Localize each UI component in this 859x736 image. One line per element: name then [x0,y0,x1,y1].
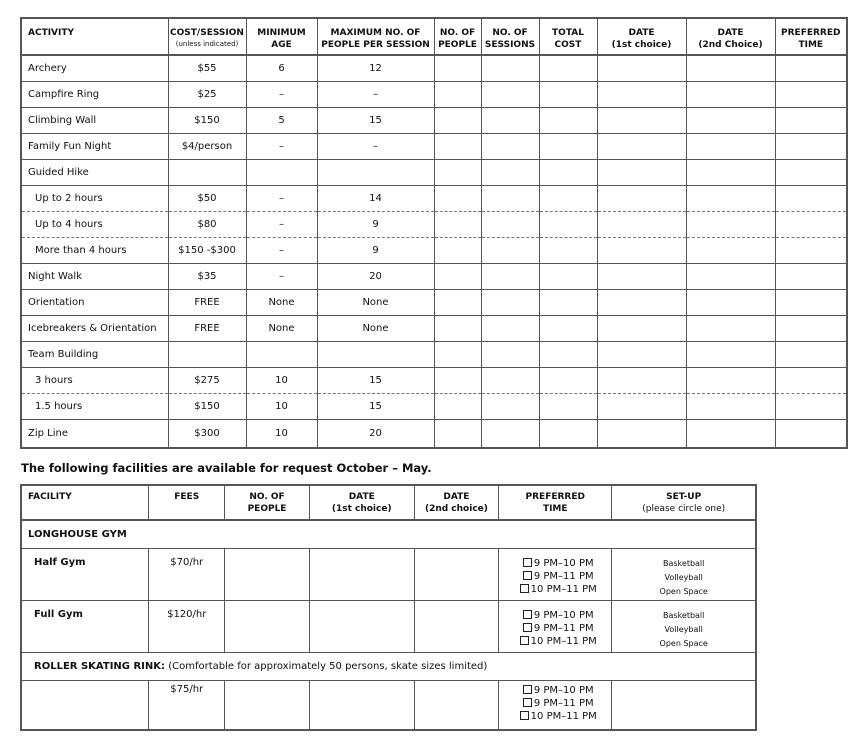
activity-cell-activity: Orientation [21,289,168,315]
activity-cell-cost: $150 -$300 [168,237,246,263]
activity-cell-max: 20 [317,263,434,289]
facility-note: The following facilities are available for request October – May. [21,461,432,475]
header-min-age [246,18,317,55]
time-option[interactable] [505,557,611,570]
header-total-cost-l1: TOTAL [552,28,584,38]
activity-input-time[interactable] [775,367,847,393]
activity-cell-max: 12 [317,55,434,81]
roller-section-row [21,652,756,680]
activity-cell-max [317,159,434,185]
activity-row [21,315,847,341]
activity-input-total[interactable] [539,55,597,81]
header-num-people-l1: NO. OF [439,28,476,38]
activity-input-date1[interactable] [597,81,686,107]
full-gym-date2-cell[interactable] [414,600,498,652]
activity-cell-cost: $25 [168,81,246,107]
header-num-sessions-l2: SESSIONS [484,40,536,50]
activity-input-sessions[interactable] [481,341,539,367]
activity-input-sessions[interactable] [481,107,539,133]
activity-input-time[interactable] [775,393,847,419]
activity-cell-cost: $4/person [168,133,246,159]
activity-cell-max [317,341,434,367]
activity-input-people[interactable] [434,185,481,211]
time-option[interactable] [505,684,611,697]
activity-cell-cost: $150 [168,393,246,419]
activity-cell-cost: FREE [168,315,246,341]
activity-input-date1[interactable] [597,159,686,185]
header-fac-preferred-time-l1: PREFERRED [525,492,585,502]
header-activity: ACTIVITY [21,18,168,55]
header-min-age-l2: AGE [271,40,292,50]
time-option[interactable] [505,570,611,583]
activity-cell-min-age: – [246,81,317,107]
header-fac-preferred-time [499,485,612,520]
header-fac-date2-l1: DATE [443,492,470,502]
header-fac-date1-l2: (1st choice) [331,504,392,514]
activity-input-date1[interactable] [597,393,686,419]
activity-row [21,393,847,419]
activity-input-time[interactable] [775,341,847,367]
activity-row [21,341,847,367]
activity-cell-max: None [317,315,434,341]
half-gym-name: Half Gym [21,548,149,600]
time-option-label: 10 PM–11 PM [530,583,597,595]
header-cost-label: COST/SESSION [170,28,244,38]
activity-input-time[interactable] [775,185,847,211]
activity-cell-cost: $300 [168,419,246,448]
activity-cell-max: 15 [317,367,434,393]
roller-note: (Comfortable for approximately 50 persons, skate sizes limited) [165,660,488,672]
activity-input-people[interactable] [434,367,481,393]
activity-input-people[interactable] [434,55,481,81]
full-gym-people-cell[interactable] [225,600,309,652]
activity-input-people[interactable] [434,289,481,315]
activity-input-sessions[interactable] [481,211,539,237]
roller-label-cell [21,652,756,680]
activity-input-date1[interactable] [597,263,686,289]
activity-cell-activity: Climbing Wall [21,107,168,133]
activity-row [21,81,847,107]
roller-people-cell[interactable] [225,680,309,730]
activity-cell-min-age: None [246,315,317,341]
activity-input-people[interactable] [434,263,481,289]
activity-cell-activity: Zip Line [28,427,68,439]
activity-row [21,185,847,211]
activity-cell-activity: Up to 2 hours [21,185,168,211]
header-date1 [597,18,686,55]
half-gym-people-cell[interactable] [225,548,309,600]
activity-input-people[interactable] [434,107,481,133]
activity-input-date2[interactable] [686,159,775,185]
activity-input-date2[interactable] [686,237,775,263]
checkbox-icon[interactable] [523,571,532,580]
longhouse-label: LONGHOUSE GYM [21,520,756,548]
activity-input-date1[interactable] [597,341,686,367]
checkbox-icon[interactable] [520,584,529,593]
activity-cell-activity: Campfire Ring [21,81,168,107]
header-facility: FACILITY [21,485,149,520]
activity-cell-min-age [246,159,317,185]
header-min-age-l1: MINIMUM [257,28,306,38]
roller-time-options [499,680,612,730]
activity-input-total[interactable] [539,107,597,133]
activity-cell-cost: $150 [168,107,246,133]
activity-input-sessions[interactable] [481,367,539,393]
activity-input-date2[interactable] [686,263,775,289]
activity-input-date1[interactable] [597,133,686,159]
time-option-label: 9 PM–10 PM [533,684,594,696]
half-gym-setup-options [612,548,756,600]
activity-cell-cost [168,159,246,185]
header-date1-l1: DATE [628,28,655,38]
header-setup [612,485,756,520]
activity-input-people[interactable] [434,315,481,341]
time-option-label: 9 PM–11 PM [533,697,594,709]
activity-cell-activity: 1.5 hours [21,393,168,419]
time-option-label: 9 PM–11 PM [533,570,594,582]
time-option-label: 10 PM–11 PM [530,635,597,647]
facility-header-row [21,485,756,520]
activity-row [21,263,847,289]
full-gym-setup-options [612,600,756,652]
activity-cell-min-age: – [246,133,317,159]
checkbox-icon[interactable] [520,711,529,720]
activity-input-date1[interactable] [597,107,686,133]
header-max-people-l2: PEOPLE PER SESSION [321,40,430,50]
header-date2-l2: (2nd Choice) [698,40,763,50]
time-option-label: 9 PM–10 PM [533,557,594,569]
activity-input-people[interactable] [434,81,481,107]
activity-cell-activity: 3 hours [21,367,168,393]
activity-cell-cost: FREE [168,289,246,315]
activity-input-date2[interactable] [686,211,775,237]
time-option[interactable] [505,635,611,648]
activity-input-time[interactable] [775,263,847,289]
activity-input-total[interactable] [539,211,597,237]
setup-option[interactable]: Basketball [662,558,705,568]
half-gym-fee: $70/hr [149,548,225,600]
activity-input-time[interactable] [775,133,847,159]
activity-table [20,17,848,449]
activity-input-total[interactable] [539,341,597,367]
activity-input-date2[interactable] [686,107,775,133]
activity-cell-activity: More than 4 hours [21,237,168,263]
activity-cell-cost: $275 [168,367,246,393]
activity-cell-activity: Archery [21,55,168,81]
header-date2-l1: DATE [717,28,744,38]
activity-input-date1[interactable] [597,289,686,315]
activity-input-total[interactable] [539,315,597,341]
activity-input-sessions[interactable] [481,263,539,289]
half-gym-row [21,548,756,600]
header-fac-num-people [225,485,309,520]
header-num-people [434,18,481,55]
activity-input-date1[interactable] [597,211,686,237]
header-setup-l2: (please circle one) [642,504,726,514]
activity-input-date2[interactable] [686,393,775,419]
header-fees: FEES [149,485,225,520]
activity-input-date1[interactable] [597,237,686,263]
header-num-sessions-l1: NO. OF [492,28,528,38]
header-fac-date1-l1: DATE [348,492,375,502]
activity-cell-cost: $35 [168,263,246,289]
activity-cell-min-age: – [246,185,317,211]
setup-option[interactable]: Volleyball [664,572,703,582]
activity-input-total[interactable] [539,237,597,263]
time-option[interactable] [505,583,611,596]
activity-input-date2[interactable] [686,419,775,448]
activity-row [21,159,847,185]
header-setup-l1: SET-UP [666,492,702,502]
activity-cell-max: 20 [317,419,434,448]
activity-cell-min-age: 6 [246,55,317,81]
time-option[interactable] [505,609,611,622]
activity-input-date2[interactable] [686,133,775,159]
activity-cell-max: – [317,133,434,159]
activity-cell-min-age: – [246,237,317,263]
activity-input-people[interactable] [434,393,481,419]
activity-row [21,55,847,81]
header-total-cost-l2: COST [554,40,582,50]
activity-input-sessions[interactable] [481,55,539,81]
activity-input-date2[interactable] [686,315,775,341]
header-date1-l2: (1st choice) [611,40,672,50]
activity-cell-min-age: – [246,263,317,289]
activity-cell-min-age: 5 [246,107,317,133]
header-max-people [317,18,434,55]
activity-cell-min-age: – [246,211,317,237]
roller-fee: $75/hr [149,680,225,730]
full-gym-time-options [499,600,612,652]
activity-cell-max: None [317,289,434,315]
activity-input-date2[interactable] [686,81,775,107]
full-gym-date1-cell[interactable] [309,600,414,652]
activity-input-time[interactable] [775,315,847,341]
longhouse-section-row [21,520,756,548]
activity-input-total[interactable] [539,185,597,211]
activity-input-total[interactable] [539,81,597,107]
activity-cell-activity: Family Fun Night [21,133,168,159]
activity-input-people[interactable] [434,159,481,185]
header-fac-date1 [309,485,414,520]
activity-input-sessions[interactable] [481,237,539,263]
activity-input-sessions[interactable] [481,419,539,448]
activity-input-sessions[interactable] [481,185,539,211]
activity-input-time[interactable] [775,81,847,107]
activity-cell-cost: $50 [168,185,246,211]
activity-input-time[interactable] [775,107,847,133]
header-preferred-time [775,18,847,55]
activity-row [21,367,847,393]
activity-input-people[interactable] [434,237,481,263]
activity-row [21,419,847,448]
header-fac-num-people-l1: NO. OF [249,492,285,502]
header-fac-date2-l2: (2nd choice) [424,504,488,514]
activity-cell-min-age: 10 [246,419,317,448]
activity-input-date1[interactable] [597,315,686,341]
half-gym-date2-cell[interactable] [414,548,498,600]
half-gym-date1-cell[interactable] [309,548,414,600]
header-max-people-l1: MAXIMUM NO. OF [330,28,421,38]
activity-input-people[interactable] [434,211,481,237]
activity-cell-max: 9 [317,211,434,237]
activity-input-total[interactable] [539,419,597,448]
half-gym-time-options [499,548,612,600]
activity-input-date1[interactable] [597,419,686,448]
time-option[interactable] [505,697,611,710]
activity-body [21,55,847,448]
header-fac-date2 [414,485,498,520]
checkbox-icon[interactable] [523,558,532,567]
activity-cell-activity: Night Walk [21,263,168,289]
activity-input-sessions[interactable] [481,393,539,419]
activity-cell-min-age: None [246,289,317,315]
activity-input-time[interactable] [775,159,847,185]
header-cost-sub: (unless indicated) [175,40,239,48]
roller-name-cell [21,680,149,730]
activity-input-total[interactable] [539,367,597,393]
activity-input-people[interactable] [434,419,481,448]
activity-input-total[interactable] [539,393,597,419]
activity-cell-cost: $55 [168,55,246,81]
setup-option[interactable]: Open Space [659,586,708,596]
activity-input-date2[interactable] [686,289,775,315]
activity-cell-activity: Icebreakers & Orientation [21,315,168,341]
facility-table [20,484,757,731]
activity-input-sessions[interactable] [481,159,539,185]
activity-row [21,289,847,315]
time-option-label: 9 PM–10 PM [533,609,594,621]
activity-header-row [21,18,847,55]
activity-input-time[interactable] [775,419,847,448]
activity-input-total[interactable] [539,263,597,289]
activity-cell-cost [168,341,246,367]
activity-input-total[interactable] [539,159,597,185]
activity-input-total[interactable] [539,289,597,315]
header-preferred-time-l1: PREFERRED [781,28,841,38]
full-gym-name: Full Gym [21,600,149,652]
activity-input-total[interactable] [539,133,597,159]
activity-input-date2[interactable] [686,341,775,367]
roller-setup-cell [612,680,756,730]
header-num-people-l2: PEOPLE [438,40,477,50]
activity-cell-activity: Team Building [21,341,168,367]
setup-option[interactable]: Basketball [662,610,705,620]
activity-input-sessions[interactable] [481,81,539,107]
setup-option[interactable]: Volleyball [664,624,703,634]
roller-date1-cell[interactable] [309,680,414,730]
activity-cell-max: – [317,81,434,107]
checkbox-icon[interactable] [523,685,532,694]
activity-row [21,237,847,263]
full-gym-row [21,600,756,652]
activity-input-date1[interactable] [597,367,686,393]
activity-cell-min-age: 10 [246,367,317,393]
header-fac-preferred-time-l2: TIME [542,504,568,514]
header-fac-num-people-l2: PEOPLE [247,504,287,514]
activity-input-sessions[interactable] [481,133,539,159]
checkbox-icon[interactable] [523,623,532,632]
activity-input-time[interactable] [775,237,847,263]
time-option-label: 10 PM–11 PM [530,710,597,722]
activity-cell-min-age [246,341,317,367]
time-option-label: 9 PM–11 PM [533,622,594,634]
activity-input-time[interactable] [775,211,847,237]
activity-cell-max: 15 [317,107,434,133]
activity-input-time[interactable] [775,289,847,315]
header-date2 [686,18,775,55]
activity-input-date2[interactable] [686,367,775,393]
activity-input-date1[interactable] [597,55,686,81]
full-gym-fee: $120/hr [149,600,225,652]
activity-cell-cost: $80 [168,211,246,237]
activity-cell-activity: Up to 4 hours [21,211,168,237]
activity-input-people[interactable] [434,341,481,367]
activity-cell-max: 9 [317,237,434,263]
activity-row [21,211,847,237]
header-preferred-time-l2: TIME [798,40,824,50]
activity-input-time[interactable] [775,55,847,81]
setup-option[interactable]: Open Space [659,638,708,648]
checkbox-icon[interactable] [523,698,532,707]
checkbox-icon[interactable] [523,610,532,619]
activity-input-date2[interactable] [686,55,775,81]
activity-input-people[interactable] [434,133,481,159]
header-num-sessions [481,18,539,55]
activity-input-sessions[interactable] [481,315,539,341]
activity-row [21,133,847,159]
activity-row [21,107,847,133]
time-option[interactable] [505,622,611,635]
activity-cell-max: 15 [317,393,434,419]
header-cost [168,18,246,55]
roller-date2-cell[interactable] [414,680,498,730]
header-total-cost [539,18,597,55]
checkbox-icon[interactable] [520,636,529,645]
activity-input-sessions[interactable] [481,289,539,315]
activity-cell-min-age: 10 [246,393,317,419]
activity-input-date1[interactable] [597,185,686,211]
activity-cell-activity: Guided Hike [21,159,168,185]
time-option[interactable] [505,710,611,723]
roller-label: ROLLER SKATING RINK: [34,660,166,672]
roller-row [21,680,756,730]
activity-cell-max: 14 [317,185,434,211]
activity-input-date2[interactable] [686,185,775,211]
